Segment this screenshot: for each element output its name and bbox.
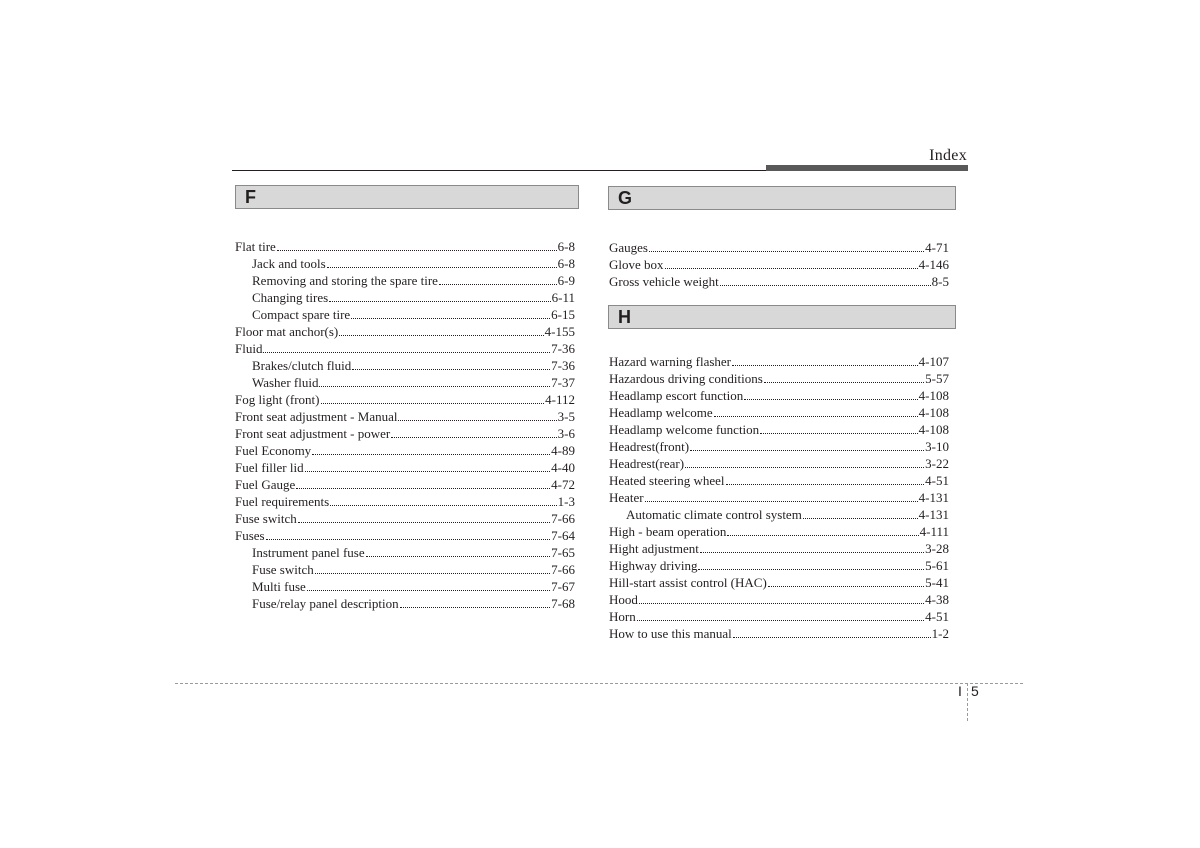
index-entry [235, 493, 575, 510]
entry-term: Highway driving [609, 558, 698, 573]
entry-term: High - beam operation [609, 524, 727, 539]
entry-term: Jack and tools [252, 256, 326, 271]
entry-term: Headrest(front) [609, 439, 690, 454]
dot-leader [690, 438, 924, 451]
index-subentry [235, 578, 575, 595]
index-entry [609, 404, 949, 421]
dot-leader [764, 370, 924, 383]
entry-page: 4-112 [545, 392, 575, 407]
index-entry [235, 408, 575, 425]
entry-term: Multi fuse [252, 579, 306, 594]
index-subentry [235, 255, 575, 272]
entry-page: 4-51 [925, 473, 949, 488]
entry-term: Heater [609, 490, 644, 505]
index-entry [609, 353, 949, 370]
index-entry [609, 608, 949, 625]
dot-leader [330, 493, 556, 506]
entry-page: 1-3 [557, 494, 575, 509]
entry-term: Fuse/relay panel description [252, 596, 399, 611]
entry-term: Headlamp escort function [609, 388, 744, 403]
entry-page: 6-11 [551, 290, 575, 305]
entry-term: Fuel Gauge [235, 477, 296, 492]
index-subentry [235, 544, 575, 561]
dot-leader [732, 353, 918, 366]
dot-leader [760, 421, 917, 434]
entry-page: 3-22 [925, 456, 949, 471]
dot-leader [400, 595, 551, 608]
dot-leader [266, 527, 551, 540]
index-entry [235, 459, 575, 476]
dot-leader [714, 404, 918, 417]
entry-term: Fuel Economy [235, 443, 312, 458]
entry-page: 6-15 [551, 307, 575, 322]
entry-term: Horn [609, 609, 636, 624]
entry-term: Compact spare tire [252, 307, 351, 322]
dot-leader [649, 239, 924, 252]
entry-page: 7-66 [551, 511, 575, 526]
dot-leader [298, 510, 550, 523]
entry-term: Brakes/clutch fluid [252, 358, 352, 373]
dot-leader [321, 391, 545, 404]
entry-page: 4-40 [551, 460, 575, 475]
entry-page: 6-8 [557, 239, 575, 254]
entry-page: 3-5 [557, 409, 575, 424]
entry-page: 7-66 [551, 562, 575, 577]
index-entry [609, 523, 949, 540]
index-entry [609, 438, 949, 455]
dot-leader [352, 357, 550, 370]
entry-page: 4-131 [918, 490, 949, 505]
entry-term: Fog light (front) [235, 392, 320, 407]
entry-page: 7-65 [551, 545, 575, 560]
header-accent-bar [766, 165, 968, 171]
index-subentry [235, 289, 575, 306]
index-entry [609, 574, 949, 591]
dot-leader [665, 256, 918, 269]
entry-page: 4-51 [925, 609, 949, 624]
index-entry [235, 323, 575, 340]
entry-page: 5-61 [925, 558, 949, 573]
index-entry [609, 421, 949, 438]
entry-page: 7-64 [551, 528, 575, 543]
index-subentry [235, 374, 575, 391]
dot-leader [305, 459, 551, 472]
entry-page: 4-108 [918, 405, 949, 420]
entry-term: Headlamp welcome function [609, 422, 760, 437]
index-entry [609, 472, 949, 489]
page-number: 5 [971, 683, 979, 699]
entry-page: 3-28 [925, 541, 949, 556]
dot-leader [312, 442, 550, 455]
footer-divider [967, 683, 968, 721]
index-column-left [235, 185, 579, 612]
entry-page: 3-6 [557, 426, 575, 441]
index-entry [609, 273, 949, 290]
index-entry [235, 476, 575, 493]
entry-term: Hood [609, 592, 638, 607]
dot-leader [744, 387, 917, 400]
index-entry [609, 557, 949, 574]
footer-rule [175, 683, 1023, 684]
entry-page: 6-8 [557, 256, 575, 271]
entry-page: 4-107 [918, 354, 949, 369]
dot-leader [277, 238, 557, 251]
dot-leader [637, 608, 924, 621]
entry-page: 4-38 [925, 592, 949, 607]
index-entry [609, 370, 949, 387]
dot-leader [726, 472, 925, 485]
entry-page: 7-36 [551, 358, 575, 373]
entry-term: Hazard warning flasher [609, 354, 731, 369]
entry-term: Front seat adjustment - power [235, 426, 391, 441]
dot-leader [366, 544, 551, 557]
entry-page: 7-37 [551, 375, 575, 390]
entry-term: Washer fluid [252, 375, 319, 390]
entry-page: 4-71 [925, 240, 949, 255]
section-header-h: H [608, 305, 956, 329]
index-subentry [235, 272, 575, 289]
entry-term: Flat tire [235, 239, 276, 254]
entry-page: 4-131 [918, 507, 949, 522]
dot-leader [439, 272, 557, 285]
dot-leader [319, 374, 550, 387]
entry-page: 3-10 [925, 439, 949, 454]
entry-term: Headrest(rear) [609, 456, 685, 471]
dot-leader [768, 574, 924, 587]
index-entry [609, 256, 949, 273]
entry-term: Floor mat anchor(s) [235, 324, 339, 339]
entry-term: Front seat adjustment - Manual [235, 409, 398, 424]
entry-page: 4-108 [918, 388, 949, 403]
entry-page: 7-68 [551, 596, 575, 611]
entry-page: 7-67 [551, 579, 575, 594]
entry-page: 4-155 [544, 324, 575, 339]
entry-term: Fuse switch [252, 562, 314, 577]
entry-page: 4-72 [551, 477, 575, 492]
dot-leader [720, 273, 931, 286]
entry-term: Fluid [235, 341, 263, 356]
section-header-g: G [608, 186, 956, 210]
dot-leader [727, 523, 918, 536]
dot-leader [315, 561, 550, 574]
entry-term: How to use this manual [609, 626, 732, 641]
index-entry [609, 455, 949, 472]
entry-page: 5-41 [925, 575, 949, 590]
dot-leader [733, 625, 931, 638]
entry-term: Changing tires [252, 290, 329, 305]
index-subentry [235, 357, 575, 374]
entry-page: 4-146 [918, 257, 949, 272]
entry-term: Removing and storing the spare tire [252, 273, 438, 288]
dot-leader [803, 506, 918, 519]
index-entry [235, 238, 575, 255]
entry-term: Instrument panel fuse [252, 545, 365, 560]
index-entry [235, 425, 575, 442]
entry-page: 7-36 [551, 341, 575, 356]
section-header-f: F [235, 185, 579, 209]
entry-term: Hill-start assist control (HAC) [609, 575, 767, 590]
index-entry [609, 387, 949, 404]
index-entry [235, 442, 575, 459]
index-subentry [235, 595, 575, 612]
entry-page: 4-108 [918, 422, 949, 437]
dot-leader [700, 540, 924, 553]
entry-page: 1-2 [931, 626, 949, 641]
dot-leader [398, 408, 556, 421]
entry-term: Headlamp welcome [609, 405, 713, 420]
entry-term: Heated steering wheel [609, 473, 725, 488]
entry-term: Fuse switch [235, 511, 297, 526]
dot-leader [639, 591, 924, 604]
index-entry [609, 625, 949, 642]
dot-leader [296, 476, 550, 489]
dot-leader [329, 289, 550, 302]
index-entry [235, 340, 575, 357]
entry-term: Automatic climate control system [626, 507, 802, 522]
entry-term: Fuel requirements [235, 494, 330, 509]
index-list-g [609, 239, 949, 290]
entry-term: Gauges [609, 240, 648, 255]
dot-leader [351, 306, 550, 319]
index-subentry [609, 506, 949, 523]
dot-leader [263, 340, 550, 353]
index-entry [235, 510, 575, 527]
index-list-f [235, 238, 575, 612]
entry-term: Gross vehicle weight [609, 274, 719, 289]
index-entry [609, 540, 949, 557]
entry-page: 6-9 [557, 273, 575, 288]
index-entry [609, 489, 949, 506]
entry-page: 5-57 [925, 371, 949, 386]
entry-term: Fuses [235, 528, 265, 543]
entry-term: Hazardous driving conditions [609, 371, 763, 386]
dot-leader [391, 425, 556, 438]
index-entry [235, 391, 575, 408]
entry-page: 4-111 [919, 524, 949, 539]
index-list-h [609, 353, 949, 642]
index-entry [609, 591, 949, 608]
entry-page: 8-5 [931, 274, 949, 289]
entry-term: Fuel filler lid [235, 460, 304, 475]
dot-leader [339, 323, 543, 336]
index-entry [235, 527, 575, 544]
dot-leader [645, 489, 918, 502]
dot-leader [698, 557, 924, 570]
entry-term: Glove box [609, 257, 664, 272]
dot-leader [307, 578, 550, 591]
entry-term: Hight adjustment [609, 541, 699, 556]
index-column-right [609, 186, 953, 642]
entry-page: 4-89 [551, 443, 575, 458]
index-entry [609, 239, 949, 256]
dot-leader [685, 455, 924, 468]
footer-section-label: I [958, 683, 962, 699]
dot-leader [327, 255, 557, 268]
index-subentry [235, 306, 575, 323]
page-header-title: Index [929, 147, 967, 164]
index-subentry [235, 561, 575, 578]
